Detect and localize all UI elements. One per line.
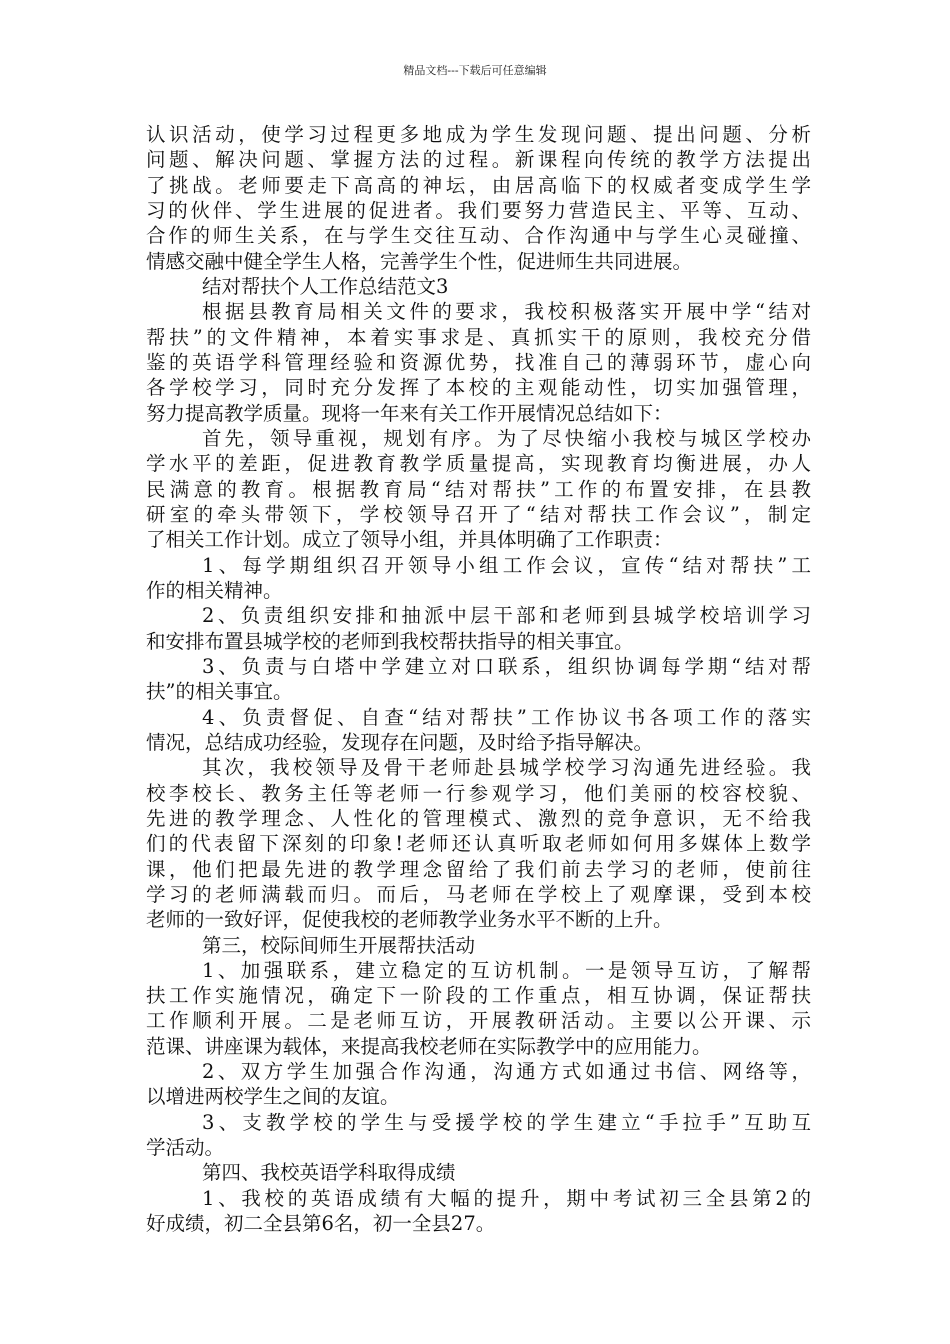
text-line: 好成绩，初二全县第6名，初一全县27。: [146, 1212, 496, 1236]
text-line: 认识活动，使学习过程更多地成为学生发现问题、提出问题、分析: [146, 123, 811, 146]
text-line: 作的相关精神。: [146, 578, 283, 602]
text-line: 问题、解决问题、掌握方法的过程。新课程向传统的教学方法提出: [146, 148, 811, 172]
text-line: 努力提高教学质量。现将一年来有关工作开展情况总结如下：: [146, 401, 673, 425]
text-line: 1、加强联系，建立稳定的互访机制。一是领导互访，了解帮: [202, 958, 811, 982]
document-body: [146, 122, 811, 1236]
text-line: 第四、我校英语学科取得成绩: [202, 1161, 456, 1185]
paragraph: [146, 299, 811, 426]
text-line: 课，他们把最先进的教学理念留给了我们前去学习的老师，使前往: [146, 857, 811, 881]
text-line: 民满意的教育。根据教育局“结对帮扶”工作的布置安排，在县教: [146, 477, 811, 501]
text-line: 1、我校的英语成绩有大幅的提升，期中考试初三全县第2的: [202, 1186, 811, 1210]
text-line: 根据县教育局相关文件的要求，我校积极落实开展中学“结对: [202, 300, 811, 324]
text-line: 3、负责与白塔中学建立对口联系，组织协调每学期“结对帮: [202, 654, 811, 678]
paragraph: [146, 1186, 811, 1237]
text-line: 合作的师生关系，在与学生交往互动、合作沟通中与学生心灵碰撞、: [146, 224, 811, 248]
paragraph: [146, 274, 811, 299]
paragraph: [146, 958, 811, 1059]
paragraph: [146, 933, 811, 958]
text-line: 习的伙伴、学生进展的促进者。我们要努力营造民主、平等、互动、: [146, 198, 811, 222]
paragraph: [146, 603, 811, 654]
text-line: 第三，校际间师生开展帮扶活动: [202, 933, 476, 957]
text-line: 研室的牵头带领下，学校领导召开了“结对帮扶工作会议”，制定: [146, 502, 811, 526]
paragraph: [146, 122, 811, 274]
text-line: 结对帮扶个人工作总结范文3: [202, 274, 449, 298]
text-line: 了挑战。老师要走下高高的神坛，由居高临下的权威者变成学生学: [146, 173, 811, 197]
text-line: 和安排布置县城学校的老师到我校帮扶指导的相关事宜。: [146, 629, 634, 653]
text-line: 校李校长、教务主任等老师一行参观学习，他们美丽的校容校貌、: [146, 781, 811, 805]
paragraph: [146, 755, 811, 932]
paragraph: [146, 1110, 811, 1161]
page-header: 精品文档---下载后可任意编辑: [403, 64, 547, 77]
text-line: 扶工作实施情况，确定下一阶段的工作重点，相互协调，保证帮扶: [146, 984, 811, 1008]
text-line: 工作顺利开展。二是老师互访，开展教研活动。主要以公开课、示: [146, 1009, 811, 1033]
text-line: 扶”的相关事宜。: [146, 680, 293, 704]
text-line: 情感交融中健全学生人格，完善学生个性，促进师生共同进展。: [146, 249, 693, 273]
text-line: 鉴的英语学科管理经验和资源优势，找准自己的薄弱环节，虚心向: [146, 350, 811, 374]
text-line: 情况，总结成功经验，发现存在问题，及时给予指导解决。: [146, 730, 654, 754]
text-line: 了相关工作计划。成立了领导小组，并具体明确了工作职责：: [146, 528, 673, 552]
text-line: 们的代表留下深刻的印象!老师还认真听取老师如何用多媒体上数学: [146, 832, 811, 856]
text-line: 帮扶”的文件精神，本着实事求是、真抓实干的原则，我校充分借: [146, 325, 811, 349]
paragraph: [146, 553, 811, 604]
text-line: 各学校学习，同时充分发挥了本校的主观能动性，切实加强管理，: [146, 376, 811, 400]
paragraph: [146, 654, 811, 705]
text-line: 3、支教学校的学生与受援学校的学生建立“手拉手”互助互: [202, 1110, 811, 1134]
paragraph: [146, 426, 811, 553]
text-line: 以增进两校学生之间的友谊。: [146, 1085, 400, 1109]
text-line: 学习的老师满载而归。而后，马老师在学校上了观摩课，受到本校: [146, 882, 811, 906]
paragraph: [146, 1160, 811, 1185]
text-line: 4、负责督促、自查“结对帮扶”工作协议书各项工作的落实: [202, 705, 811, 729]
text-line: 范课、讲座课为载体，来提高我校老师在实际教学中的应用能力。: [146, 1034, 712, 1058]
text-line: 2、双方学生加强合作沟通，沟通方式如通过书信、网络等，: [202, 1060, 811, 1084]
text-line: 老师的一致好评，促使我校的老师教学业务水平不断的上升。: [146, 908, 673, 932]
text-line: 2、负责组织安排和抽派中层干部和老师到县城学校培训学习: [202, 604, 811, 628]
text-line: 其次，我校领导及骨干老师赴县城学校学习沟通先进经验。我: [202, 756, 811, 780]
text-line: 学活动。: [146, 1136, 225, 1160]
text-line: 1、每学期组织召开领导小组工作会议，宣传“结对帮扶”工: [202, 553, 811, 577]
text-line: 首先，领导重视，规划有序。为了尽快缩小我校与城区学校办: [202, 426, 811, 450]
paragraph: [146, 705, 811, 756]
paragraph: [146, 1059, 811, 1110]
text-line: 学水平的差距，促进教育教学质量提高，实现教育均衡进展，办人: [146, 452, 811, 476]
text-line: 先进的教学理念、人性化的管理模式、激烈的竞争意识，无不给我: [146, 806, 811, 830]
